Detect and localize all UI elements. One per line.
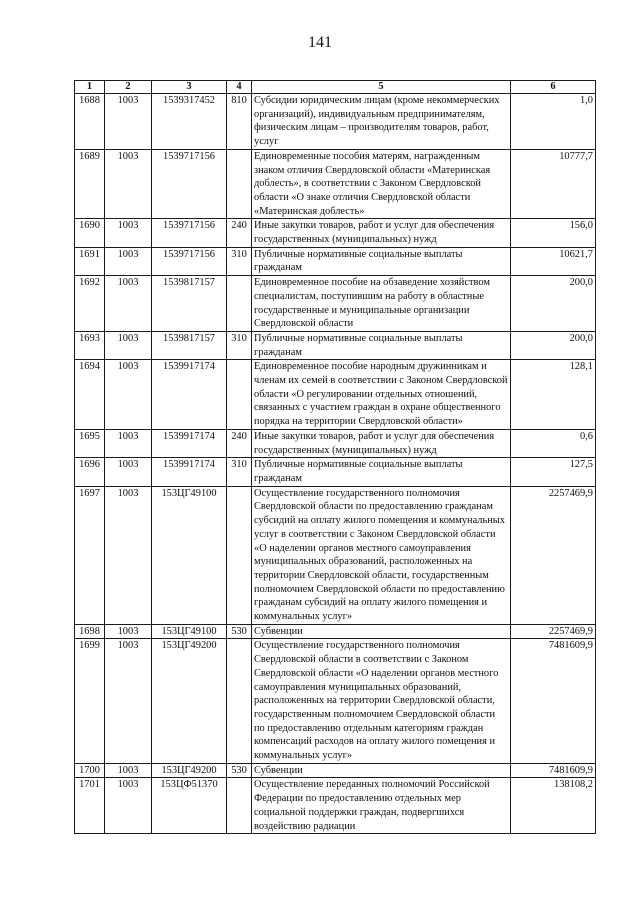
expense-type-code [227, 149, 252, 219]
row-description: Единовременное пособие на обзаведение хозяйством специалистам, поступившим на работу в областные государственные и муниципальные организации Свердловской области [252, 276, 511, 332]
table-row [75, 149, 596, 219]
row-description: Единовременное пособие народным дружинникам и членам их семей в соответствии с Законом Свердловской области «О регулировании отдельных отношений, связанных с участием граждан в охране общественного порядка на территории Свердловской области» [252, 360, 511, 430]
table-row [75, 219, 596, 247]
row-description: Осуществление переданных полномочий Российской Федерации по предоставлению отдельных мер социальной поддержки граждан, подвергшихся воздействию радиации [252, 778, 511, 834]
target-article-code: 1539817157 [152, 331, 227, 359]
target-article-code: 1539717156 [152, 247, 227, 275]
row-number: 1694 [75, 360, 105, 430]
row-number: 1699 [75, 639, 105, 763]
target-article-code: 153ЦГ49100 [152, 486, 227, 624]
section-code: 1003 [105, 429, 152, 457]
row-number: 1688 [75, 94, 105, 150]
target-article-code: 1539717156 [152, 149, 227, 219]
row-amount: 0,6 [511, 429, 596, 457]
target-article-code: 153ЦГ49200 [152, 639, 227, 763]
row-amount: 128,1 [511, 360, 596, 430]
row-amount: 2257469,9 [511, 624, 596, 639]
table-row [75, 763, 596, 778]
expense-type-code [227, 276, 252, 332]
expense-type-code [227, 486, 252, 624]
table-row [75, 624, 596, 639]
expense-type-code [227, 639, 252, 763]
column-header: 6 [511, 81, 596, 94]
row-description: Публичные нормативные социальные выплаты гражданам [252, 331, 511, 359]
table-row [75, 360, 596, 430]
row-description: Субвенции [252, 624, 511, 639]
expense-type-code [227, 778, 252, 834]
row-description: Осуществление государственного полномочия Свердловской области по предоставлению гражданам субсидий на оплату жилого помещения и коммунальных услуг в соответствии с Законом Свердловской области «О наделении органов местного самоуправления муниципальных образований, расположенных на территории Свердловской области, государственным полномочием Свердловской области по предоставлению гражданам субсидий на оплату жилого помещения и коммунальных услуг» [252, 486, 511, 624]
row-number: 1691 [75, 247, 105, 275]
target-article-code: 1539717156 [152, 219, 227, 247]
expense-type-code: 530 [227, 624, 252, 639]
expense-type-code [227, 360, 252, 430]
row-number: 1700 [75, 763, 105, 778]
column-header: 1 [75, 81, 105, 94]
section-code: 1003 [105, 624, 152, 639]
target-article-code: 1539917174 [152, 360, 227, 430]
row-amount: 1,0 [511, 94, 596, 150]
row-amount: 156,0 [511, 219, 596, 247]
section-code: 1003 [105, 276, 152, 332]
expense-type-code: 810 [227, 94, 252, 150]
row-number: 1701 [75, 778, 105, 834]
section-code: 1003 [105, 763, 152, 778]
row-amount: 10777,7 [511, 149, 596, 219]
section-code: 1003 [105, 94, 152, 150]
table-row [75, 247, 596, 275]
target-article-code: 1539317452 [152, 94, 227, 150]
expense-type-code: 310 [227, 331, 252, 359]
column-header: 5 [252, 81, 511, 94]
row-number: 1689 [75, 149, 105, 219]
table-row [75, 486, 596, 624]
section-code: 1003 [105, 149, 152, 219]
row-amount: 7481609,9 [511, 639, 596, 763]
row-description: Публичные нормативные социальные выплаты гражданам [252, 458, 511, 486]
section-code: 1003 [105, 219, 152, 247]
row-amount: 127,5 [511, 458, 596, 486]
row-amount: 2257469,9 [511, 486, 596, 624]
row-description: Субвенции [252, 763, 511, 778]
row-number: 1695 [75, 429, 105, 457]
table-row [75, 778, 596, 834]
row-amount: 138108,2 [511, 778, 596, 834]
expense-type-code: 240 [227, 429, 252, 457]
expense-type-code: 530 [227, 763, 252, 778]
table-row [75, 639, 596, 763]
row-amount: 7481609,9 [511, 763, 596, 778]
column-header: 4 [227, 81, 252, 94]
row-number: 1696 [75, 458, 105, 486]
section-code: 1003 [105, 778, 152, 834]
section-code: 1003 [105, 639, 152, 763]
row-amount: 200,0 [511, 276, 596, 332]
row-number: 1697 [75, 486, 105, 624]
target-article-code: 153ЦГ49100 [152, 624, 227, 639]
row-number: 1698 [75, 624, 105, 639]
column-header: 2 [105, 81, 152, 94]
target-article-code: 153ЦФ51370 [152, 778, 227, 834]
target-article-code: 153ЦГ49200 [152, 763, 227, 778]
target-article-code: 1539917174 [152, 429, 227, 457]
table-row [75, 331, 596, 359]
row-number: 1690 [75, 219, 105, 247]
row-amount: 10621,7 [511, 247, 596, 275]
table-row [75, 276, 596, 332]
section-code: 1003 [105, 360, 152, 430]
section-code: 1003 [105, 458, 152, 486]
section-code: 1003 [105, 247, 152, 275]
table-row [75, 429, 596, 457]
expense-type-code: 310 [227, 458, 252, 486]
expense-type-code: 310 [227, 247, 252, 275]
section-code: 1003 [105, 331, 152, 359]
table-row [75, 458, 596, 486]
table-row [75, 94, 596, 150]
expense-type-code: 240 [227, 219, 252, 247]
page-number: 141 [308, 34, 332, 51]
budget-table [74, 80, 596, 834]
row-description: Осуществление государственного полномочия Свердловской области в соответствии с Законом Свердловской области «О наделении органов местного самоуправления муниципальных образований, расположенных на территории Свердловской области, государственным полномочием Свердловской области по предоставлению отдельным категориям граждан компенсаций расходов на оплату жилого помещения и коммунальных услуг» [252, 639, 511, 763]
row-description: Публичные нормативные социальные выплаты гражданам [252, 247, 511, 275]
row-number: 1693 [75, 331, 105, 359]
column-header: 3 [152, 81, 227, 94]
row-description: Единовременные пособия матерям, награжденным знаком отличия Свердловской области «Материнская доблесть», в соответствии с Законом Свердловской области «О знаке отличия Свердловской области «Материнская доблесть» [252, 149, 511, 219]
row-amount: 200,0 [511, 331, 596, 359]
target-article-code: 1539817157 [152, 276, 227, 332]
row-number: 1692 [75, 276, 105, 332]
table-header-row [75, 81, 596, 94]
target-article-code: 1539917174 [152, 458, 227, 486]
row-description: Субсидии юридическим лицам (кроме некоммерческих организаций), индивидуальным предпринимателям, физическим лицам – производителям товаров, работ, услуг [252, 94, 511, 150]
row-description: Иные закупки товаров, работ и услуг для обеспечения государственных (муниципальных) нужд [252, 219, 511, 247]
row-description: Иные закупки товаров, работ и услуг для обеспечения государственных (муниципальных) нужд [252, 429, 511, 457]
section-code: 1003 [105, 486, 152, 624]
